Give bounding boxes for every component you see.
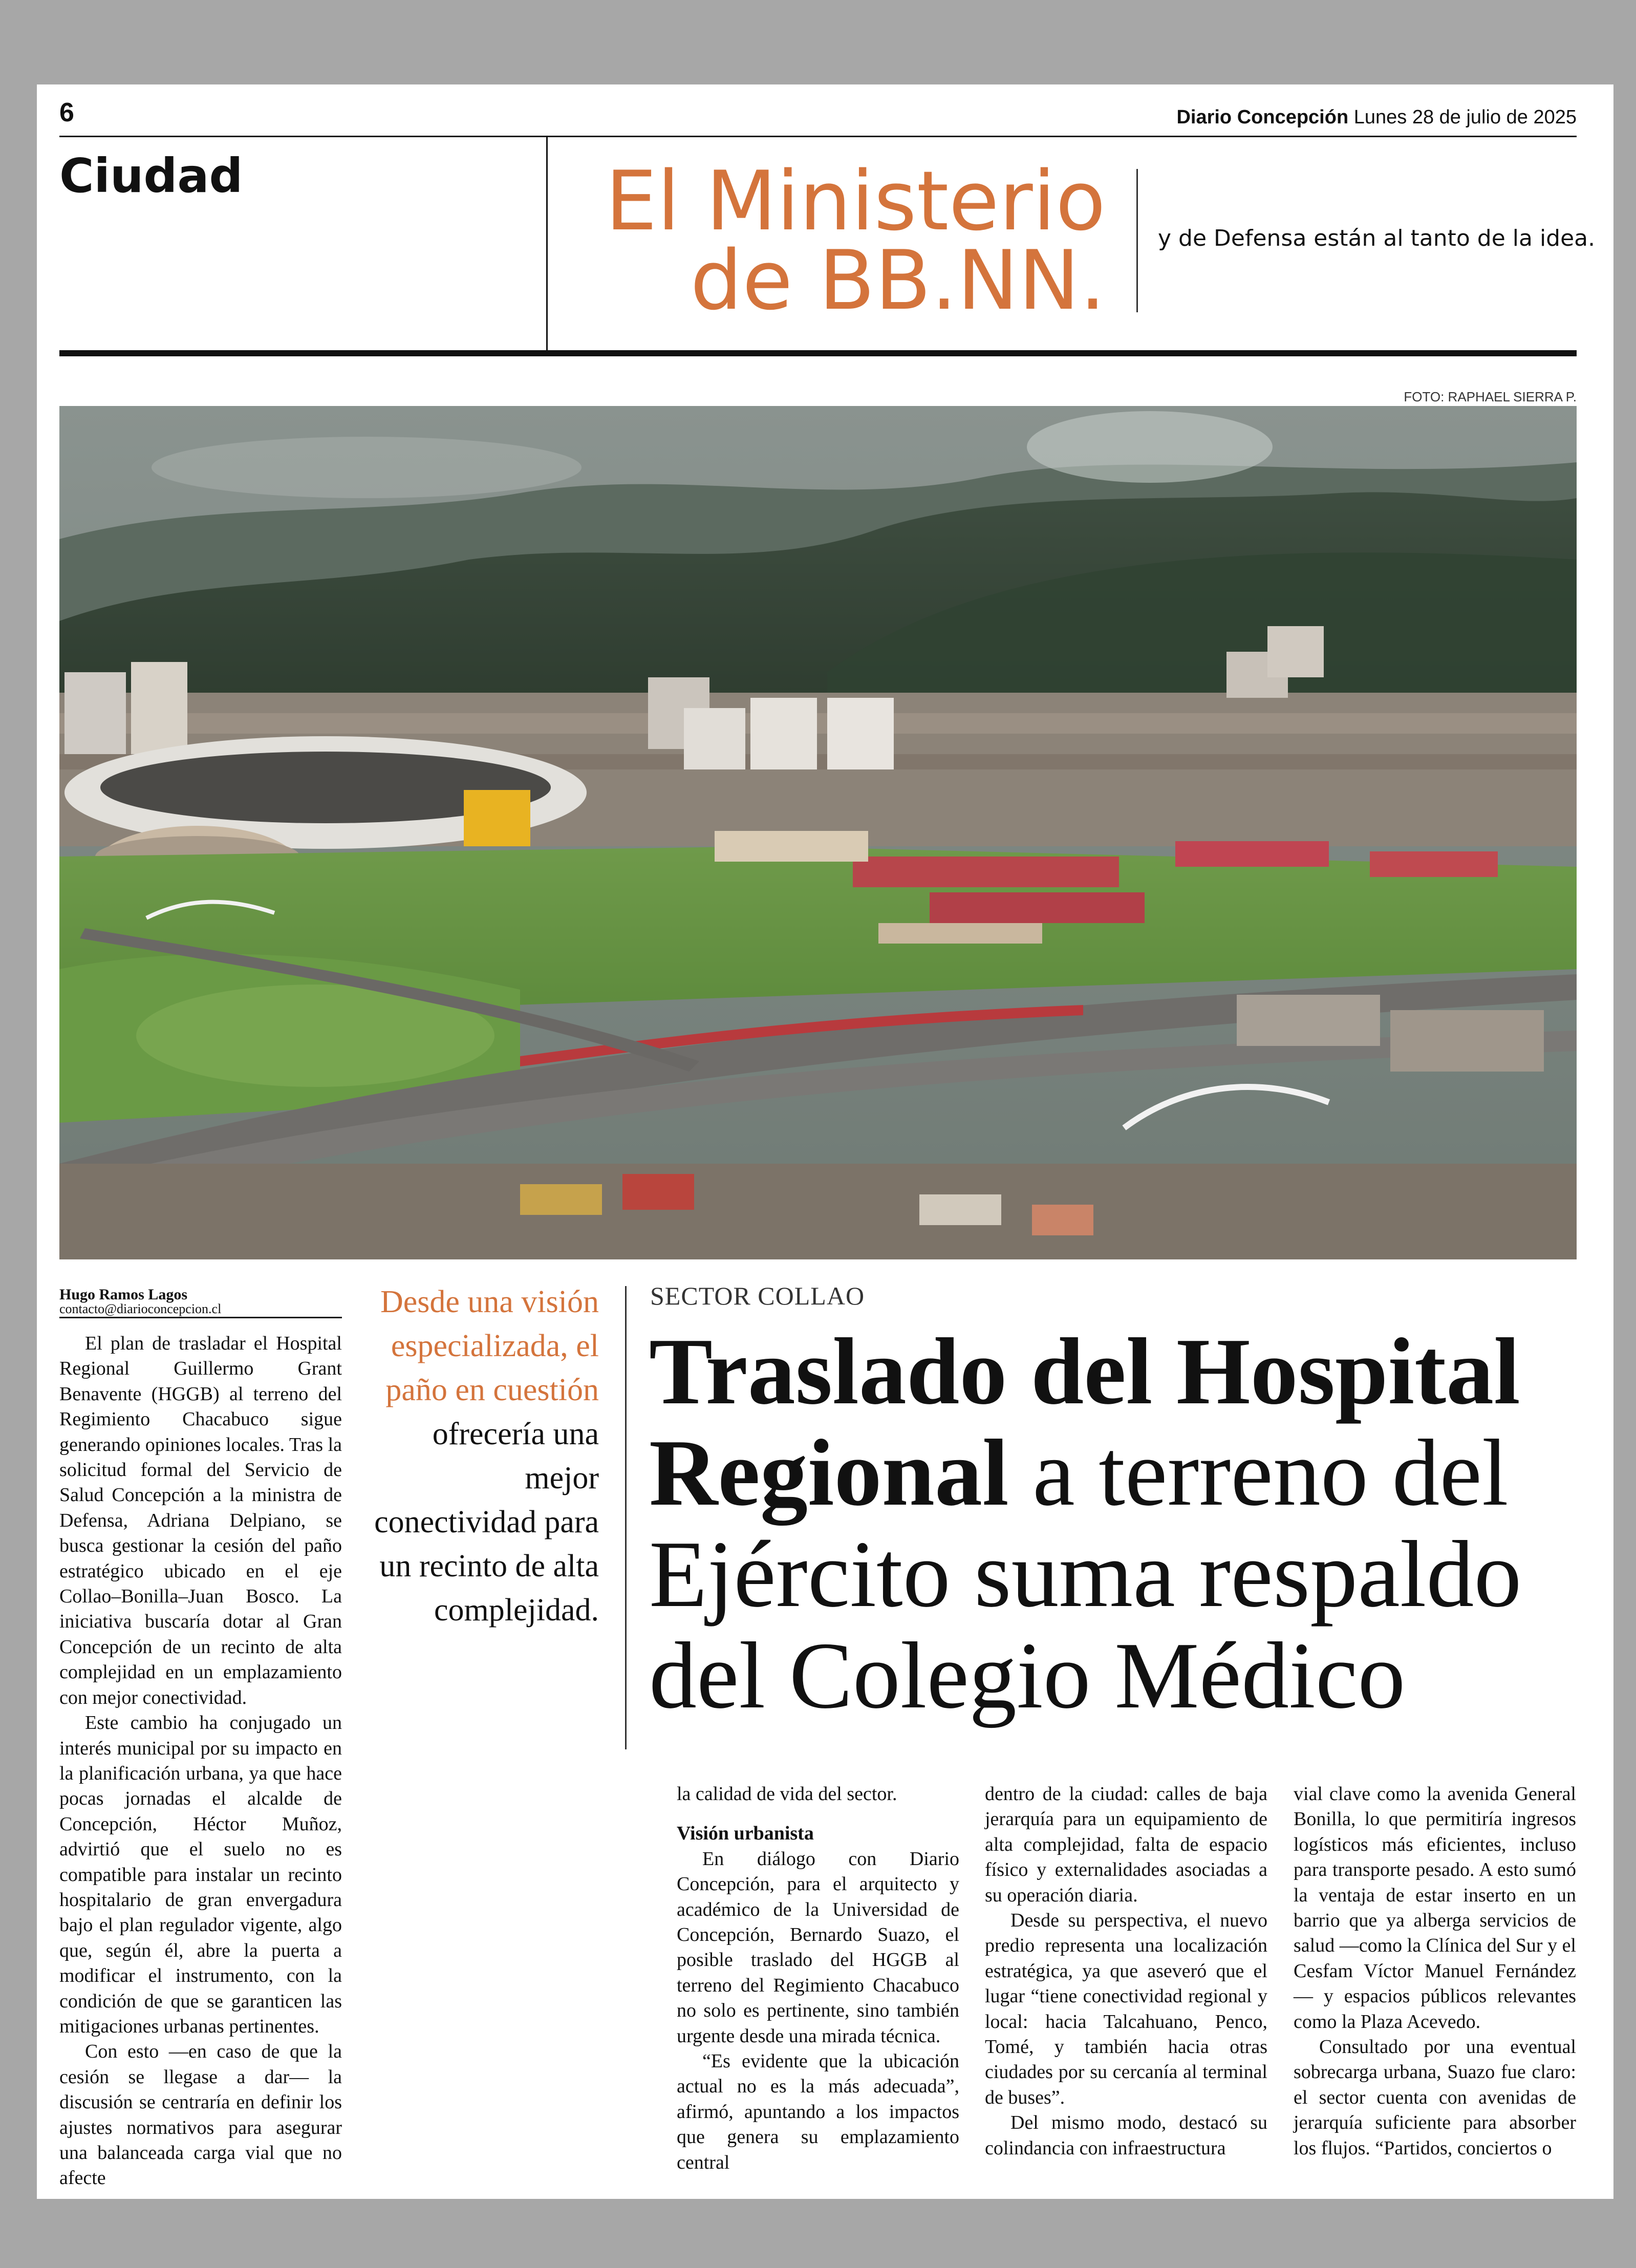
header-rule bbox=[59, 136, 1577, 137]
byline-author: Hugo Ramos Lagos bbox=[59, 1286, 188, 1303]
paragraph: Este cambio ha conjugado un interés municipal por su impacto en la planificación urbana, ya que hace pocas jornadas el alcalde de Concepción, Héctor Muñoz, advirtió que el suelo no es compatible para instalar un recinto hospitalario de gran envergadura bajo el plan regulador vigente, algo que, según él, abre la puerta a modificar el instrumento, con la condición de que se garanticen las mitigaciones urbanas pertinentes. bbox=[59, 1712, 342, 2037]
paragraph: Con esto —en caso de que la cesión se llegase a dar— la discusión se centraría en definir los ajustes normativos para asegurar una balanceada carga vial que no afecte bbox=[59, 2041, 342, 2189]
paragraph: la calidad de vida del sector. bbox=[677, 1783, 897, 1805]
headline-bold: Traslado del Hospital Regional bbox=[649, 1319, 1520, 1526]
paragraph: Desde su perspectiva, el nuevo predio representa una localización estratégica, ya que aseveró que el lugar “tiene conectividad regional y local: hacia Talcahuano, Penco, Tomé, y también hacia otras ciudades por su cercanía al terminal de buses”. bbox=[985, 1910, 1267, 2108]
article-headline bbox=[649, 1321, 1586, 1726]
header-quote-highlight bbox=[584, 153, 1106, 328]
header-quote-divider bbox=[1136, 169, 1138, 312]
paragraph: dentro de la ciudad: calles de baja jerarquía para un equipamiento de alta complejidad, falta de espacio físico y externalidades asociadas a su operación diaria. bbox=[985, 1783, 1267, 1906]
paragraph: El plan de trasladar el Hospital Regional Guillermo Grant Benavente (HGGB) al terreno del Regimiento Chacabuco sigue generando opiniones locales. Tras la solicitud formal del Servicio de Salud Concepción a la ministra de Defensa, Adriana Delpiano, se busca gestionar la cesión del paño estratégico ubicado en el eje Collao–Bonilla–Juan Bosco. La iniciativa buscaría dotar al Gran Concepción de un recinto de alta complejidad en un emplazamiento con mejor conectividad. bbox=[59, 1333, 342, 1708]
aerial-photo bbox=[59, 406, 1577, 1259]
article-column-3 bbox=[985, 1782, 1267, 2161]
pull-quote-highlight: Desde una visión especializada, el paño en cuestión bbox=[380, 1285, 599, 1407]
article-column-1 bbox=[59, 1331, 342, 2191]
page-number: 6 bbox=[59, 98, 74, 127]
header-quote-line-2: de BB.NN. bbox=[690, 232, 1106, 328]
subheading: Visión urbanista bbox=[677, 1823, 814, 1845]
header-divider bbox=[546, 137, 548, 351]
pull-quote-text: ofrecería una mejor conectividad para un recinto de alta complejidad. bbox=[374, 1417, 599, 1628]
header-quote-line-1: El Ministerio bbox=[605, 153, 1106, 249]
header-quote-rest: y de Defensa están al tanto de la idea. bbox=[1158, 225, 1596, 251]
article-column-4 bbox=[1294, 1782, 1576, 2161]
masthead bbox=[1176, 106, 1577, 129]
header-rule-thick bbox=[59, 350, 1577, 356]
byline-rule bbox=[59, 1317, 342, 1318]
pull-quote-divider bbox=[625, 1286, 627, 1749]
article-column-2 bbox=[677, 1782, 959, 2175]
section-title: Ciudad bbox=[59, 148, 243, 203]
paragraph: Consultado por una eventual sobrecarga urbana, Suazo fue claro: el sector cuenta con avenidas de jerarquía suficiente para absorber los flujos. “Partidos, conciertos o bbox=[1294, 2036, 1576, 2159]
paragraph: vial clave como la avenida General Bonilla, lo que permitiría ingresos logísticos más eficientes, incluso para transporte pesado. A esto sumó la ventaja de estar inserto en un barrio que ya alberga servicios de salud —como la Clínica del Sur y el Cesfam Víctor Manuel Fernández— y espacios públicos relevantes como la Plaza Acevedo. bbox=[1294, 1783, 1576, 2032]
paragraph: “Es evidente que la ubicación actual no es la más adecuada”, afirmó, apuntando a los impactos que genera su emplazamiento central bbox=[677, 2050, 959, 2173]
photo-credit: FOTO: RAPHAEL SIERRA P. bbox=[1404, 389, 1577, 404]
issue-date: Lunes 28 de julio de 2025 bbox=[1353, 106, 1577, 128]
pull-quote bbox=[369, 1280, 599, 1632]
byline-email[interactable]: contacto@diarioconcepcion.cl bbox=[59, 1301, 222, 1316]
headline-rest: a terreno del Ejército suma respaldo del Colegio Médico bbox=[649, 1420, 1522, 1728]
article-kicker: SECTOR COLLAO bbox=[650, 1281, 865, 1310]
newspaper-name: Diario Concepción bbox=[1176, 106, 1349, 128]
paragraph: Del mismo modo, destacó su colindancia con infraestructura bbox=[985, 2112, 1267, 2159]
paragraph: En diálogo con Diario Concepción, para el arquitecto y académico de la Universidad de Concepción, Bernardo Suazo, el posible traslado del HGGB al terreno del Regimiento Chacabuco no solo es pertinente, sino también urgente desde una mirada técnica. bbox=[677, 1848, 959, 2047]
